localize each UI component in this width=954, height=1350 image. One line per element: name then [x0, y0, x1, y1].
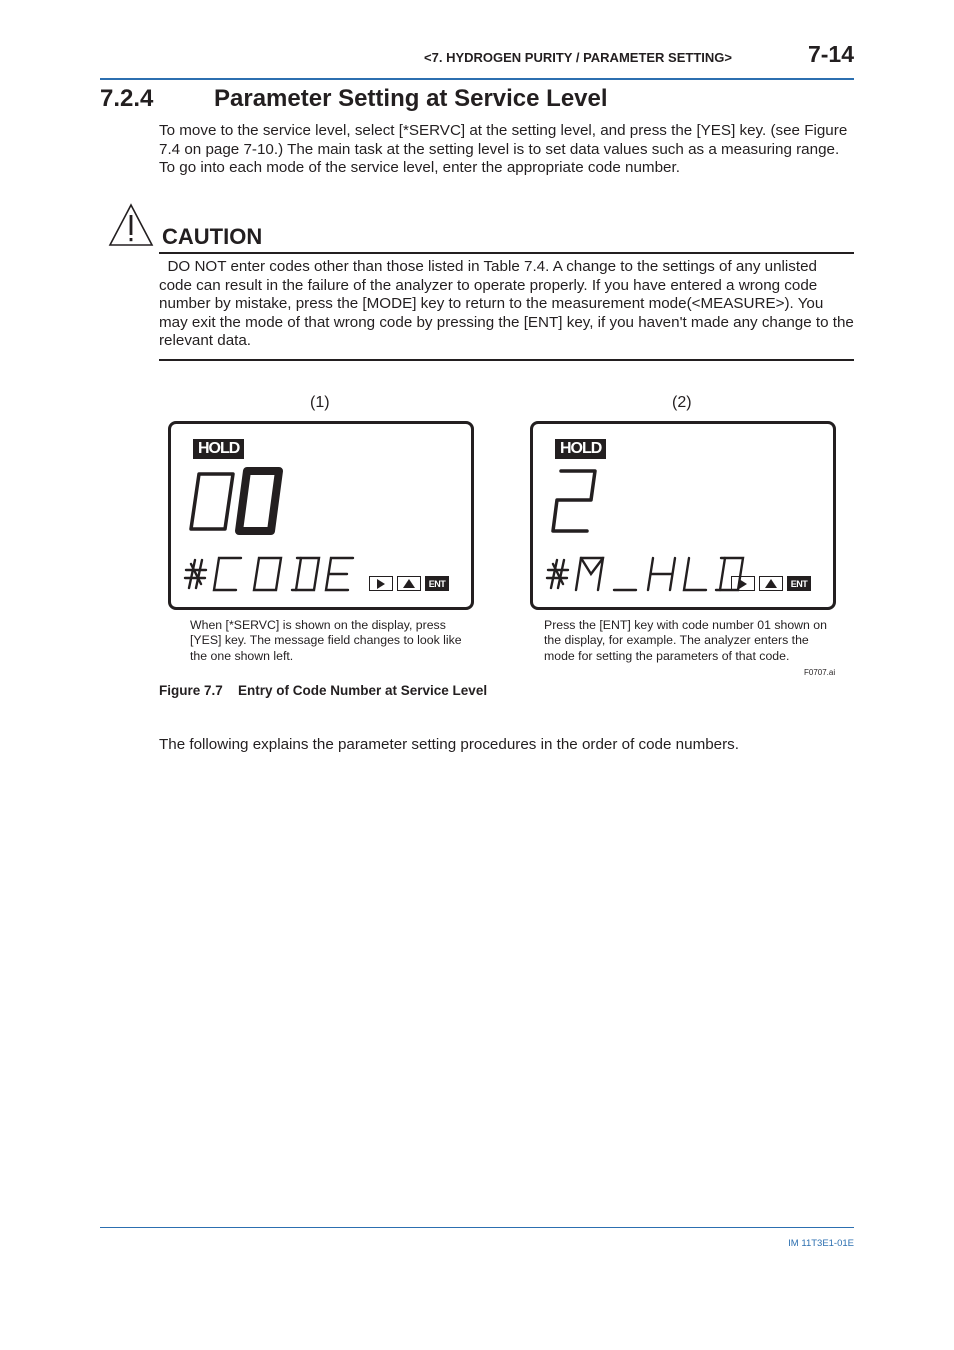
- section-heading: [100, 85, 608, 113]
- caution-text: [159, 258, 854, 351]
- up-arrow-key-icon: [397, 576, 421, 591]
- panel-2-caption: Press the [ENT] key with code number 01 shown on the display, for example. The analyzer enters the mode for setting the parameters of that code.: [544, 618, 827, 663]
- key-indicators: [731, 576, 811, 591]
- ent-key-icon: ENT: [425, 576, 449, 591]
- document-id: IM 11T3E1-01E: [788, 1238, 854, 1249]
- figure-number: Figure 7.7: [159, 683, 223, 698]
- up-arrow-key-icon: [759, 576, 783, 591]
- message-segments: [547, 558, 743, 590]
- page-number: 7-14: [807, 41, 854, 67]
- caution-heading: CAUTION: [162, 224, 263, 249]
- panel-2-label: (2): [672, 394, 692, 411]
- main-digits: [191, 471, 279, 531]
- outro-paragraph: The following explains the parameter setting procedures in the order of code numbers.: [159, 736, 739, 753]
- chapter-title: <7. HYDROGEN PURITY / PARAMETER SETTING>: [424, 50, 732, 65]
- intro-paragraph: To move to the service level, select [*SERVC] at the setting level, and press the [YES] key. (see Figure 7.4 on page 7-10.) The main task at the setting level is to set data values such as a measuring range. To go into each mode of the service level, enter the appropriate code number.: [159, 122, 848, 176]
- section-number: 7.2.4: [100, 85, 154, 112]
- footer-rule: [100, 1227, 854, 1228]
- figure-title: Entry of Code Number at Service Level: [238, 683, 488, 698]
- panel-1-caption: When [*SERVC] is shown on the display, press [YES] key. The message field changes to look like the one shown left.: [190, 618, 462, 663]
- hold-indicator: HOLD: [555, 439, 606, 459]
- right-arrow-key-icon: [369, 576, 393, 591]
- caution-rule-bottom: [159, 359, 854, 361]
- lcd-display-2: [530, 421, 836, 610]
- figure-caption: [159, 683, 487, 698]
- message-segments: [185, 558, 353, 590]
- right-arrow-key-icon: [731, 576, 755, 591]
- main-digits: [553, 471, 595, 531]
- panel-1-label: (1): [310, 394, 330, 411]
- hold-indicator: HOLD: [193, 439, 244, 459]
- section-title: Parameter Setting at Service Level: [214, 85, 608, 112]
- figure-file-name: F0707.ai: [804, 668, 836, 677]
- warning-triangle-icon: [108, 203, 154, 247]
- page-header: [100, 40, 854, 80]
- ent-key-icon: ENT: [787, 576, 811, 591]
- lcd-display-1: [168, 421, 474, 610]
- key-indicators: [369, 576, 449, 591]
- caution-text-content: DO NOT enter codes other than those listed in Table 7.4. A change to the settings of any unlisted code can result in the failure of the analyzer to operate properly. If you have entered a wrong code number by mistake, press the [MODE] key to return to the measurement mode(<MEASURE>). You may exit the mode of that wrong code by pressing the [ENT] key, if you haven't made any change to the relevant data.: [159, 258, 854, 349]
- caution-rule-top: [159, 252, 854, 254]
